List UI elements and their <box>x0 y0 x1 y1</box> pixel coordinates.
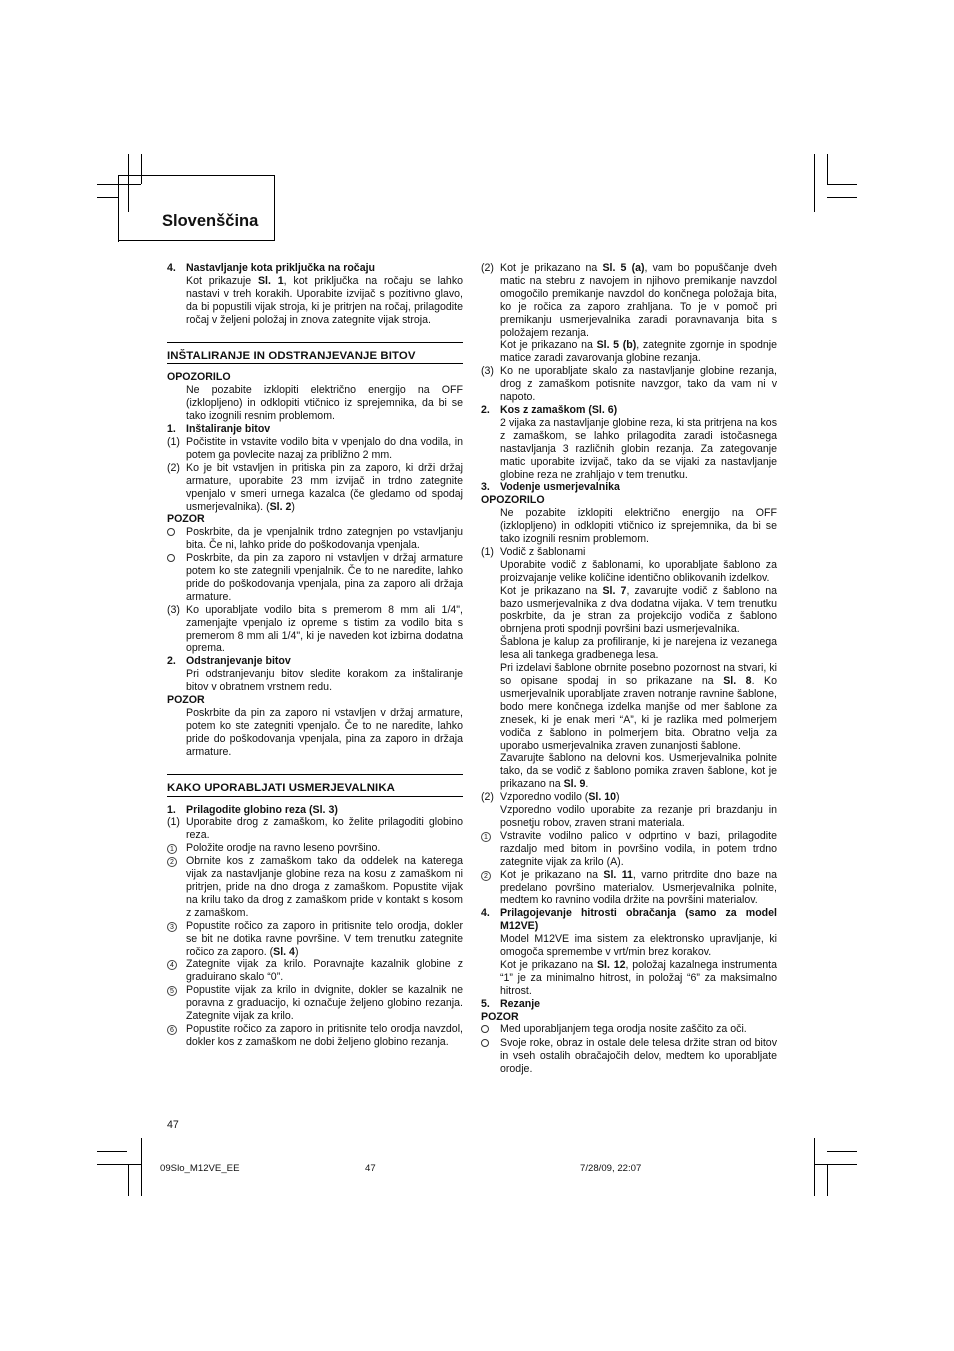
heading-1: 1. Prilagodite globino reza (Sl. 3) <box>167 803 338 816</box>
language-title: Slovenščina <box>162 212 259 230</box>
footer-filename: 09Slo_M12VE_EE <box>160 1163 240 1174</box>
caution-label: POZOR <box>481 1010 519 1023</box>
bullet-circle-icon <box>481 1039 489 1047</box>
right-column <box>481 262 777 1076</box>
list-item: (2) Ko je bit vstavljen in pritiska pin za zaporo, ki drži držaj armature, uporabite 23 mm izvijač in trdno zategnite vpenjalo v smeri urnega kazalca (če gledamo od spodaj usmerjevalnika). (Sl. 2) <box>167 461 463 513</box>
step-number-icon: 1 <box>167 844 177 854</box>
crop-mark <box>97 1164 141 1165</box>
list-item: (2) Vzporedno vodilo (Sl. 10) <box>481 791 620 804</box>
crop-mark <box>827 1151 857 1152</box>
paragraph: Zavarujte šablono na delovni kos. Usmerjevalnika polnite tako, da se vodič z šablono pomika zraven šablone, kot je prikazano na Sl. 9. <box>500 752 777 791</box>
step-number-icon: 4 <box>167 960 177 970</box>
crop-mark <box>97 197 119 198</box>
bullet-circle-icon <box>167 554 175 562</box>
section-heading-bits: INŠTALIRANJE IN ODSTRANJEVANJE BITOV <box>167 342 463 365</box>
paragraph: Kot prikazuje Sl. 1, kot priključka na ročaju se lahko nastavi v treh korakih. Uporabite izvijač s pozitivno glavo, da bi popustili vijak stroja, ki je pritrjen na ročaj, prilagodite ročaj v željeni položaj in znova zategnite vijak stroja. <box>186 274 464 326</box>
paragraph: 2 vijaka za nastavljanje globine reza, ki sta pritrjena na kos z zamaškom, se lahko prilagodita zaradi istočasnega nastavljanja 3 različnih globin rezanja. Za zategovanje matic uporabite izvijač, tako da se vijaki za nastavljanje globine reza ne zrahljajo v tem trenutku. <box>500 416 777 481</box>
crop-mark <box>814 1164 857 1165</box>
crop-mark <box>827 1164 828 1196</box>
crop-mark <box>97 1151 127 1152</box>
warning-label: OPOZORILO <box>481 494 545 507</box>
list-item: (3) Ko uporabljate vodilo bita s premerom 8 mm ali 1/4", zamenjajte vpenjalo iz opreme s tistim za vodilo bita s premerom 8 mm ali 1/4", ki je naveden kot izbirna dodatna oprema. <box>167 603 463 655</box>
step-number-icon: 2 <box>481 871 491 881</box>
step-item: 4 Zategnite vijak za krilo. Poravnajte kazalnik globine z graduirano skalo “0”. <box>167 958 463 984</box>
step-number-icon: 6 <box>167 1025 177 1035</box>
heading-1: 1. Inštaliranje bitov <box>167 423 271 436</box>
step-item: 1 Vstravite vodilno palico v odprtino v bazi, prilagodite razdaljo med bitom in površino vodila, in potem trdno zategnite vijak za krilo (A). <box>481 830 777 869</box>
heading-2: 2. Kos z zamaškom (Sl. 6) <box>481 403 618 416</box>
footer-page: 47 <box>365 1163 376 1174</box>
bullet-circle-icon <box>481 1025 489 1033</box>
paragraph: Kot je prikazano na Sl. 7, zavarujte vodič z šablono na bazo usmerjevalnika z dva dodatna vijaka. V tem trenutku poskrbite, da je stran za projekcijo vodiča z šablono obrnjena proti spodnji površini bazi usmerjevalnika. <box>500 584 777 636</box>
caution-text: Poskrbite da pin za zaporo ni vstavljen v držaj armature, potem ko ste zategniti vpenjalo. Če to ne naredite, lahko pride do poškodovanja vpenjala, pina za zaporo in držaja armature. <box>186 707 463 758</box>
warning-text: Ne pozabite izklopiti električno energijo na OFF (izklopljeno) in odklopiti vtičnico iz sprejemnika, da bi se tako izognili resnim problemom. <box>186 384 463 423</box>
warning-label: OPOZORILO <box>167 371 231 384</box>
crop-mark <box>814 154 815 212</box>
heading-4: 4. Nastavljanje kota priključka na ročaju <box>167 262 376 274</box>
section-heading-usage: KAKO UPORABLJATI USMERJEVALNIKA <box>167 774 463 797</box>
step-item: 2 Obrnite kos z zamaškom tako da oddelek na katerega vijak za nastavljanje globine reza na kosu z zamaškom ni pritrjen, pride na dno droga z zamaškom. Popustite vijak na krilu tako da drog z zamaškom pride v kontakt s kosom z zamaškom. <box>167 855 463 920</box>
crop-mark <box>128 1164 129 1196</box>
left-column <box>167 262 463 1049</box>
step-item: 6 Popustite ročico za zaporo in pritisnite telo orodja navzdol, dokler kos z zamaškom ne dobi željeno globino rezanja. <box>167 1023 463 1049</box>
language-tab <box>118 175 275 241</box>
list-item: (2) Kot je prikazano na Sl. 5 (a), vam bo popuščanje dveh matic na stebru z navojem in njihovo premikanje navzdol omogočilo premikanje navzdol do končnega položaja bita, ko je ročica za zaporo zrahljana. To je v pomoč pri premikanju usmerjevalnika zaradi poravnavanja bita s položajem rezanja. <box>481 262 777 339</box>
warning-text: Ne pozabite izklopiti električno energijo na OFF (izklopljeno) in odklopiti vtičnico iz sprejemnika, da bi se tako izognili resnim problemom. <box>500 507 777 546</box>
step-number-icon: 2 <box>167 857 177 867</box>
step-number-icon: 3 <box>167 922 177 932</box>
heading-5: 5. Rezanje <box>481 997 541 1010</box>
caution-label: POZOR <box>167 513 205 526</box>
list-item: (1) Počistite in vstavite vodilo bita v vpenjalo do dna vodila, in potem ga povlecite nazaj za približno 2 mm. <box>167 435 463 461</box>
paragraph: Pri odstranjevanju bitov sledite korakom za inštaliranje bitov v obratnem vrstnem redu. <box>186 668 463 694</box>
paragraph: Uporabite vodič z šablonami, ko uporabljate šablono za proizvajanje velike količine identično oblikovanih izdelkov. <box>500 558 777 584</box>
step-number-icon: 5 <box>167 986 177 996</box>
caution-label: POZOR <box>167 694 205 707</box>
list-item: (1) Uporabite drog z zamaškom, ko želite prilagoditi globino reza. <box>167 816 463 842</box>
crop-mark <box>827 154 828 184</box>
bullet-item: Med uporabljanjem tega orodja nosite zaščito za oči. <box>481 1023 777 1037</box>
crop-mark <box>827 197 857 198</box>
step-item: 2 Kot je prikazano na Sl. 11, varno pritrdite dno baze na predelano površino materialov. Usmerjevalnika polnite, medtem ko ravnino vodila držite na površini materialov. <box>481 869 777 908</box>
bullet-item: Svoje roke, obraz in ostale dele telesa držite stran od bitov in vseh ostalih obračajočih delov, medtem ko uporabljate orodje. <box>481 1037 777 1076</box>
list-item: (3) Ko ne uporabljate skalo za nastavljanje globine rezanja, drog z zamaškom potisnite navzgor, tako da vam ni v napoto. <box>481 365 777 404</box>
step-item: 5 Popustite vijak za krilo in dvignite, dokler se kazalnik ne poravna z graduacijo, ki označuje željeno globino rezanja. Zategnite vijak za krilo. <box>167 984 463 1023</box>
paragraph: Kot je prikazano na Sl. 12, položaj kazalnega instrumenta “1” je za minimalno hitrost, in položaj “6” za maksimalno hitrost. <box>500 958 777 997</box>
footer-date: 7/28/09, 22:07 <box>580 1163 642 1174</box>
step-item: 1 Položite orodje na ravno leseno površino. <box>167 842 463 855</box>
heading-4: 4. Prilagojevanje hitrosti obračanja (samo za model M12VE) <box>481 907 777 933</box>
bullet-item: Poskrbite, da je vpenjalnik trdno zategnjen po vstavljanju bita. Če ni, lahko pride do poškodovanja vpenjala. <box>167 526 463 552</box>
paragraph: Šablona je kalup za profiliranje, ki je narejena iz vezanega lesa ali tankega gradbenega lesa. <box>500 636 777 662</box>
list-item: (1) Vodič z šablonami <box>481 545 586 558</box>
paragraph: Kot je prikazano na Sl. 5 (b), zategnite zgornje in spodnje matice zaradi zavarovanja globine rezanja. <box>500 339 778 365</box>
bullet-circle-icon <box>167 528 175 536</box>
step-item: 3 Popustite ročico za zaporo in pritisnite telo orodja, dokler se bit ne dotika ravne površine. V tem trenutku zategnite ročico za zaporo. (Sl. 4) <box>167 920 463 959</box>
heading-3: 3. Vodenje usmerjevalnika <box>481 481 620 494</box>
heading-2: 2. Odstranjevanje bitov <box>167 655 291 668</box>
bullet-item: Poskrbite, da pin za zaporo ni vstavljen v držaj armature potem ko ste zategnili vpenjalnik. Če to ne naredite, lahko pride do poškodovanja vpenjala, pina za zaporo ali držaja armature. <box>167 552 463 604</box>
paragraph: Pri izdelavi šablone obrnite posebno pozornost na stvari, ki so opisane spodaj in so prikazane na Sl. 8. Ko usmerjevalnik uporabljate zraven notranje ravnine šablone, bodo mere končnega izdelka manjše od mer šablone za znesek, ki je enak meri “A”, ki je razlika med polmerjem vodiča z šablono in polmerjem bita. Obratno velja za uporabo usmerjevalnika zraven zunanjosti šablone. <box>500 662 777 752</box>
paragraph: Vzporedno vodilo uporabite za rezanje pri brazdanju in posnetju robov, zraven strani materiala. <box>500 804 777 829</box>
paragraph: Model M12VE ima sistem za elektronsko upravljanje, ki omogoča spremembe v vrt/min brez korakov. <box>500 933 777 959</box>
crop-mark <box>827 184 857 185</box>
step-number-icon: 1 <box>481 832 491 842</box>
crop-mark <box>814 1138 815 1196</box>
crop-mark <box>141 1138 142 1196</box>
page-number: 47 <box>167 1119 179 1131</box>
